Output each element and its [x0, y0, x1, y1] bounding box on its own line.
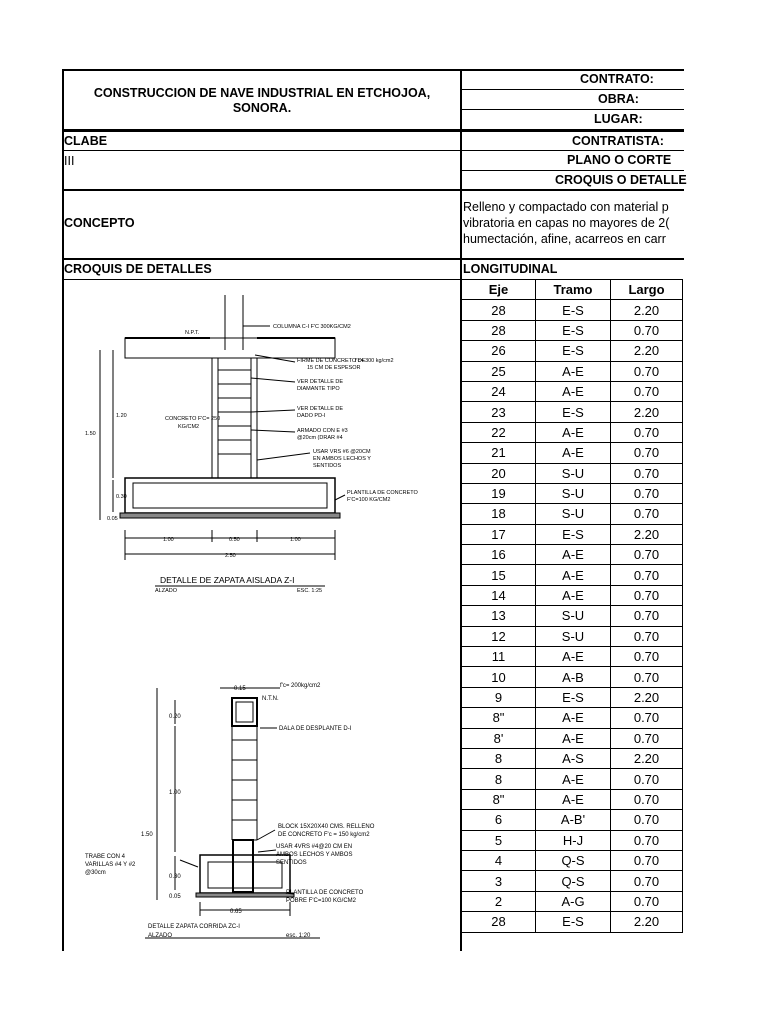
table-cell: 2.20 — [611, 300, 683, 320]
table-cell: 13 — [462, 606, 536, 626]
table-cell: A-E — [536, 361, 611, 381]
table-cell: A-E — [536, 565, 611, 585]
table-row — [462, 667, 683, 687]
table-row — [462, 748, 683, 768]
table-cell: 9 — [462, 687, 536, 707]
table-cell: 0.70 — [611, 626, 683, 646]
table-row — [462, 626, 683, 646]
concepto-text-line3: humectación, afine, acarreos en carr — [463, 232, 666, 246]
plano-label: PLANO O CORTE — [567, 153, 672, 167]
table-row — [462, 728, 683, 748]
table-cell: 22 — [462, 422, 536, 442]
usar-label-1: USAR 4VRS #4@20 CM EN — [276, 844, 353, 850]
columna-label: COLUMNA C-I F'C 300KG/CM2 — [273, 324, 351, 330]
table-cell: 18 — [462, 504, 536, 524]
table-cell: 0.70 — [611, 585, 683, 605]
table-row — [462, 504, 683, 524]
clabe-label: CLABE — [64, 134, 108, 148]
table-cell: 0.70 — [611, 789, 683, 809]
concreto-label-2: KG/CM2 — [178, 424, 200, 430]
concepto-top-line — [62, 189, 684, 191]
contratista-label: CONTRATISTA: — [572, 134, 664, 148]
table-header-row — [462, 280, 683, 300]
plantilla-label-2: POBRE F'C=100 KG/CM2 — [286, 898, 357, 904]
zapata-corrida-drawing — [80, 680, 420, 945]
table-cell: E-S — [536, 341, 611, 361]
header-divider — [62, 129, 684, 132]
table-row — [462, 422, 683, 442]
table-cell: 0.70 — [611, 891, 683, 911]
table-cell: Q-S — [536, 850, 611, 870]
table-row — [462, 850, 683, 870]
table-cell: A-G — [536, 891, 611, 911]
table-cell: 2.20 — [611, 912, 683, 932]
table-cell: A-E — [536, 728, 611, 748]
table-row — [462, 830, 683, 850]
table-row — [462, 402, 683, 422]
table-cell: A-E — [536, 422, 611, 442]
fc200-label: f'c= 200kg/cm2 — [280, 683, 321, 689]
table-cell: S-U — [536, 463, 611, 483]
trabe-label-2: VARILLAS #4 Y #2 — [85, 862, 136, 868]
dim-050: 0.50 — [229, 537, 240, 543]
table-cell: 0.70 — [611, 871, 683, 891]
table-cell: A-E — [536, 443, 611, 463]
table-cell: 0.70 — [611, 830, 683, 850]
trabe-label-1: TRABE CON 4 — [85, 854, 126, 860]
table-cell: 0.70 — [611, 769, 683, 789]
dim-100: 1.00 — [169, 790, 181, 796]
dim-005: 0.05 — [107, 516, 118, 522]
firme-label-1: FIRME DE CONCRETO DE — [297, 358, 366, 364]
drawing2-alzado: ALZADO — [148, 933, 173, 939]
ver-detalle-1a: VER DETALLE DE — [297, 379, 344, 385]
drawing1-title: ALZADO — [155, 588, 178, 594]
table-cell: A-E — [536, 708, 611, 728]
table-cell: 8 — [462, 748, 536, 768]
croquis-header-bottom-line — [62, 279, 461, 280]
concepto-text-line1: Relleno y compactado con material p — [463, 200, 669, 214]
table-cell: A-E — [536, 381, 611, 401]
lugar-label: LUGAR: — [594, 112, 643, 126]
table-cell: 17 — [462, 524, 536, 544]
table-cell: 6 — [462, 810, 536, 830]
table-cell: A-B' — [536, 810, 611, 830]
table-cell: 0.70 — [611, 708, 683, 728]
croquis-top-line — [62, 258, 684, 260]
table-cell: 10 — [462, 667, 536, 687]
table-cell: 0.70 — [611, 728, 683, 748]
obra-label: OBRA: — [598, 92, 639, 106]
table-row — [462, 789, 683, 809]
dim-100a: 1.00 — [163, 537, 174, 543]
dim-030: 0.30 — [116, 494, 127, 500]
table-cell: 0.70 — [611, 361, 683, 381]
dim-020: 0.20 — [169, 714, 181, 720]
contrato-label: CONTRATO: — [580, 72, 654, 86]
table-cell: 28 — [462, 300, 536, 320]
croquis-detalles-label: CROQUIS DE DETALLES — [64, 262, 212, 276]
table-cell: 2.20 — [611, 402, 683, 422]
ver-detalle-2a: VER DETALLE DE — [297, 406, 344, 412]
table-cell: 19 — [462, 483, 536, 503]
usar-label-1: USAR VRS #6 @20CM — [313, 449, 371, 455]
table-cell: 5 — [462, 830, 536, 850]
table-cell: 0.70 — [611, 606, 683, 626]
table-cell: 2.20 — [611, 687, 683, 707]
right-row-line — [461, 109, 684, 110]
table-cell: 2.20 — [611, 524, 683, 544]
block-label-1: BLOCK 15X20X40 CMS. RELLENO — [278, 824, 375, 830]
table-row — [462, 320, 683, 340]
table-row — [462, 463, 683, 483]
table-row — [462, 708, 683, 728]
table-cell: 21 — [462, 443, 536, 463]
table-cell: A-E — [536, 789, 611, 809]
table-cell: S-U — [536, 626, 611, 646]
usar-label-2: EN AMBOS LECHOS Y — [313, 456, 371, 462]
table-cell: 0.70 — [611, 545, 683, 565]
table-cell: E-S — [536, 687, 611, 707]
table-cell: 23 — [462, 402, 536, 422]
table-cell: 15 — [462, 565, 536, 585]
table-row — [462, 443, 683, 463]
drawing1-heading: DETALLE DE ZAPATA AISLADA Z-I — [160, 575, 295, 585]
usar-label-3: SENTIDOS — [313, 463, 342, 469]
table-cell: Q-S — [536, 871, 611, 891]
table-row — [462, 891, 683, 911]
table-cell: E-S — [536, 524, 611, 544]
armado-label-1: ARMADO CON E #3 — [297, 428, 348, 434]
table-cell: A-E — [536, 545, 611, 565]
table-row — [462, 565, 683, 585]
table-cell: 2.20 — [611, 341, 683, 361]
plantilla-label-1: PLANTILLA DE CONCRETO — [347, 490, 418, 496]
usar-label-3: SENTIDOS — [276, 860, 307, 866]
table-cell: 26 — [462, 341, 536, 361]
level-015: -0.15 — [232, 686, 246, 692]
dim-120: 1.20 — [116, 413, 127, 419]
table-cell: 2.20 — [611, 748, 683, 768]
table-cell: 20 — [462, 463, 536, 483]
fc300-label: f'c= 300 kg/cm2 — [355, 358, 394, 364]
table-cell: 25 — [462, 361, 536, 381]
concepto-text-line2: vibratoria en capas no mayores de 2( — [463, 216, 670, 230]
armado-label-2: @20cm (DRAR #4 — [297, 435, 343, 441]
table-row — [462, 606, 683, 626]
dim-005: 0.05 — [169, 894, 181, 900]
table-cell: 24 — [462, 381, 536, 401]
frame-top-line — [62, 69, 684, 71]
table-row — [462, 912, 683, 932]
table-cell: 8" — [462, 708, 536, 728]
table-cell: S-U — [536, 606, 611, 626]
table-cell: 28 — [462, 912, 536, 932]
firme-label-2: 15 CM DE ESPESOR — [307, 365, 361, 371]
project-title-line2: SONORA. — [232, 101, 292, 115]
table-cell: 11 — [462, 647, 536, 667]
table-row — [462, 545, 683, 565]
dim-100b: 1.00 — [290, 537, 301, 543]
table-row — [462, 647, 683, 667]
table-cell: 8 — [462, 769, 536, 789]
dim-065: 0.65 — [230, 909, 242, 915]
frame-left-line — [62, 69, 64, 951]
table-cell: 0.70 — [611, 422, 683, 442]
table-cell: S-U — [536, 483, 611, 503]
table-cell: E-S — [536, 402, 611, 422]
table-cell: A-E — [536, 647, 611, 667]
table-row — [462, 341, 683, 361]
table-cell: 12 — [462, 626, 536, 646]
clabe-value: III — [64, 154, 75, 168]
table-row — [462, 687, 683, 707]
table-cell: 28 — [462, 320, 536, 340]
plantilla-label-2: F'C=100 KG/CM2 — [347, 497, 391, 503]
project-title-line1: CONSTRUCCION DE NAVE INDUSTRIAL EN ETCHOJOA, — [93, 86, 431, 100]
table-cell: 0.70 — [611, 443, 683, 463]
table-row — [462, 769, 683, 789]
table-cell: E-S — [536, 320, 611, 340]
dim-150: 1.50 — [85, 431, 96, 437]
table-cell: A-E — [536, 585, 611, 605]
table-row — [462, 381, 683, 401]
usar-label-2: AMBOS LECHOS Y AMBOS — [276, 852, 353, 858]
plantilla-label-1: PLANTILLA DE CONCRETO — [286, 890, 364, 896]
concreto-label-1: CONCRETO F'C= 250 — [165, 416, 221, 422]
table-cell: 0.70 — [611, 810, 683, 830]
table-cell: 16 — [462, 545, 536, 565]
table-row — [462, 585, 683, 605]
table-cell: 0.70 — [611, 463, 683, 483]
ntn-label: N.T.N. — [262, 696, 279, 702]
table-row — [462, 810, 683, 830]
drawing2-esc: esc. 1:20 — [286, 933, 311, 939]
table-cell: E-S — [536, 912, 611, 932]
right-row-line — [461, 170, 684, 171]
table-row — [462, 871, 683, 891]
ver-detalle-2b: DADO PD-I — [297, 413, 326, 419]
table-cell: A-S — [536, 748, 611, 768]
table-cell: 0.70 — [611, 850, 683, 870]
table-row — [462, 361, 683, 381]
table-cell: 0.70 — [611, 483, 683, 503]
block-label-2: DE CONCRETO F'c = 150 kg/cm2 — [278, 832, 370, 838]
table-cell: E-S — [536, 300, 611, 320]
table-cell: 0.70 — [611, 504, 683, 524]
croquis-detalle-label: CROQUIS O DETALLE — [555, 173, 687, 187]
trabe-label-3: @30cm — [85, 870, 106, 876]
table-row — [462, 524, 683, 544]
column-header: Eje — [462, 280, 536, 300]
table-cell: 0.70 — [611, 565, 683, 585]
table-cell: 0.70 — [611, 667, 683, 687]
dala-label: DALA DE DESPLANTE D-I — [279, 726, 352, 732]
ver-detalle-1b: DIAMANTE TIPO — [297, 386, 340, 392]
table-cell: 14 — [462, 585, 536, 605]
drawing1-esc: ESC. 1:25 — [297, 588, 323, 594]
longitudinal-label: LONGITUDINAL — [463, 262, 558, 276]
table-cell: H-J — [536, 830, 611, 850]
table-cell: 2 — [462, 891, 536, 911]
table-cell: A-B — [536, 667, 611, 687]
table-cell: A-E — [536, 769, 611, 789]
row-line — [62, 150, 684, 151]
table-cell: 0.70 — [611, 320, 683, 340]
npt-label: N.P.T. — [185, 330, 200, 336]
dim-150: 1.50 — [141, 832, 153, 838]
table-cell: 0.70 — [611, 647, 683, 667]
table-cell: 0.70 — [611, 381, 683, 401]
column-header: Tramo — [536, 280, 611, 300]
dim-250: 2.50 — [225, 553, 236, 559]
table-cell: 4 — [462, 850, 536, 870]
dim-030: 0.30 — [169, 874, 181, 880]
table-cell: 8' — [462, 728, 536, 748]
table-row — [462, 483, 683, 503]
table-cell: 8" — [462, 789, 536, 809]
zapata-aislada-drawing — [85, 290, 435, 600]
drawing2-title: DETALLE ZAPATA CORRIDA ZC-I — [148, 924, 240, 930]
table-cell: S-U — [536, 504, 611, 524]
table-row — [462, 300, 683, 320]
longitudinal-table — [461, 279, 683, 933]
column-header: Largo — [611, 280, 683, 300]
concepto-label: CONCEPTO — [64, 216, 135, 230]
table-cell: 3 — [462, 871, 536, 891]
right-row-line — [461, 89, 684, 90]
